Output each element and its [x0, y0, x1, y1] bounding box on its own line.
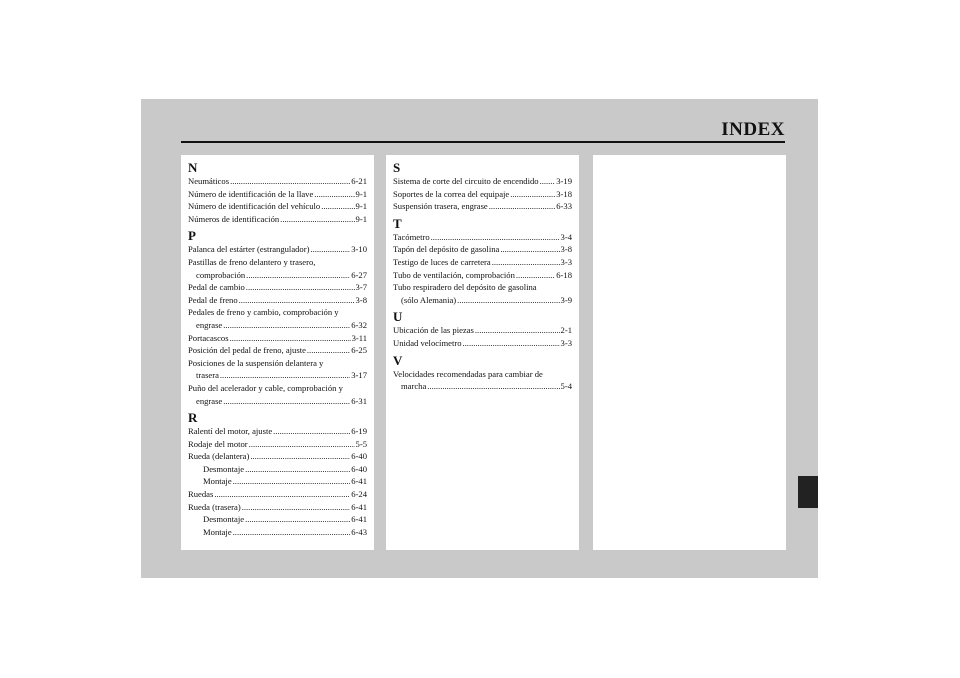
dot-leader	[431, 231, 560, 244]
index-entry-text: Sistema de corte del circuito de encendido	[393, 176, 539, 186]
index-column-2	[386, 155, 579, 550]
page-reference: 6-40	[351, 451, 367, 462]
page-reference: 3-17	[351, 370, 367, 381]
index-letter-heading: R	[188, 410, 198, 426]
index-entry-line	[188, 188, 367, 201]
page-reference: 6-43	[351, 526, 367, 537]
index-entry-line	[188, 269, 367, 282]
page-reference: 9-1	[355, 201, 367, 212]
index-entry-line	[393, 188, 572, 201]
page-reference: 5-5	[355, 438, 367, 449]
index-entry	[188, 526, 367, 539]
index-entry-text: Pedal de cambio	[188, 282, 245, 293]
index-entry-line	[188, 463, 367, 476]
dot-leader	[214, 488, 350, 501]
page-reference: 5-4	[560, 381, 572, 392]
page-reference: 3-10	[351, 244, 367, 255]
index-entry	[188, 382, 367, 407]
index-entry-text: marcha	[401, 381, 427, 392]
index-letter-heading: V	[393, 352, 403, 368]
index-entry-line	[188, 294, 367, 307]
index-letter-heading: U	[393, 309, 403, 325]
index-entry	[188, 256, 367, 281]
index-entry-text: Ubicación de las piezas	[393, 325, 474, 336]
index-entry-line	[188, 369, 367, 382]
dot-leader	[457, 294, 559, 307]
index-entry-text: Número de identificación de la llave	[188, 188, 314, 199]
index-entry-text: Montaje	[203, 476, 232, 487]
index-entry-line	[188, 200, 367, 213]
index-entry	[188, 332, 367, 345]
page-reference: 6-33	[556, 201, 572, 212]
dot-leader	[489, 200, 555, 213]
index-entry	[188, 175, 367, 188]
title-rule	[181, 141, 785, 143]
index-entry-text: Testigo de luces de carretera	[393, 256, 491, 267]
dot-leader	[427, 380, 559, 393]
dot-leader	[463, 337, 560, 350]
index-entry-line	[393, 337, 572, 350]
index-letter-heading: N	[188, 160, 198, 175]
index-entry	[393, 243, 572, 256]
index-letter-heading: T	[393, 215, 402, 231]
page-reference: 6-19	[351, 426, 367, 437]
dot-leader	[220, 369, 350, 382]
index-letter-heading: P	[188, 228, 196, 244]
dot-leader	[280, 213, 354, 226]
index-entry-text: Desmontaje	[203, 514, 245, 525]
index-entry-line	[188, 175, 367, 188]
dot-leader	[245, 513, 350, 526]
dot-leader	[250, 450, 350, 463]
index-entry-line	[188, 488, 367, 501]
index-entry	[393, 231, 572, 244]
index-entry-line	[393, 256, 572, 269]
index-entry	[188, 306, 367, 331]
index-entry	[188, 213, 367, 226]
dot-leader	[314, 188, 354, 201]
index-entry-text: Desmontaje	[203, 463, 245, 474]
index-entry-line	[393, 200, 572, 213]
dot-leader	[246, 269, 350, 282]
dot-leader	[492, 256, 560, 269]
dot-leader	[307, 344, 350, 357]
dot-leader	[242, 501, 351, 514]
dot-leader	[246, 281, 355, 294]
dot-leader	[310, 243, 350, 256]
dot-leader	[249, 438, 355, 451]
index-entry-line	[188, 281, 367, 294]
index-entry	[393, 256, 572, 269]
index-entry-line	[188, 475, 367, 488]
index-entry-text: (sólo Alemania)	[401, 294, 457, 305]
index-entry	[188, 281, 367, 294]
dot-leader	[233, 475, 351, 488]
page-reference: 3-3	[560, 337, 572, 348]
index-entry	[188, 450, 367, 463]
index-entry-text: Unidad velocímetro	[393, 337, 462, 348]
index-entry	[188, 188, 367, 201]
page-reference: 6-41	[351, 514, 367, 525]
page-reference: 6-31	[351, 395, 367, 406]
index-entry-line	[393, 324, 572, 337]
index-entry	[393, 200, 572, 213]
page-reference: 6-21	[351, 176, 367, 186]
page-reference: 6-25	[351, 345, 367, 356]
index-entry-text: Posiciones de la suspensión delantera y	[188, 357, 324, 368]
index-entry-line	[188, 213, 367, 226]
chapter-tab	[798, 476, 818, 508]
page-reference: 3-18	[556, 188, 572, 199]
index-entry	[188, 294, 367, 307]
page-reference: 6-32	[351, 319, 367, 330]
index-entry-line	[188, 501, 367, 514]
index-entry	[393, 188, 572, 201]
index-entry	[393, 337, 572, 350]
index-entry-text: Rodaje del motor	[188, 438, 248, 449]
index-entry-text: Rueda (trasera)	[188, 501, 241, 512]
page-reference: 6-24	[351, 489, 367, 500]
index-entry-text: engrase	[196, 395, 223, 406]
index-entry-line	[188, 513, 367, 526]
index-entry-line	[188, 332, 367, 345]
dot-leader	[230, 175, 350, 188]
index-entry-text: Tapón del depósito de gasolina	[393, 244, 500, 255]
dot-leader	[540, 175, 556, 188]
index-entry	[188, 200, 367, 213]
index-entry-line	[393, 269, 572, 282]
page-reference: 3-11	[351, 332, 367, 343]
page-reference: 6-41	[351, 501, 367, 512]
dot-leader	[223, 395, 350, 408]
page-reference: 6-18	[556, 269, 572, 280]
index-entry-text: Pedales de freno y cambio, comprobación y	[188, 307, 339, 318]
index-entry-line	[393, 380, 572, 393]
page-reference: 3-3	[560, 256, 572, 267]
index-entry-line	[393, 243, 572, 256]
index-entry-text: Ralentí del motor, ajuste	[188, 426, 273, 437]
index-entry-text: Palanca del estárter (estrangulador)	[188, 244, 310, 255]
index-entry	[188, 438, 367, 451]
index-entry	[393, 281, 572, 306]
dot-leader	[233, 526, 351, 539]
index-entry-text: Ruedas	[188, 489, 214, 500]
index-entry-text: Tubo respiradero del depósito de gasolina	[393, 282, 537, 293]
dot-leader	[475, 324, 560, 337]
dot-leader	[500, 243, 559, 256]
index-entry	[188, 344, 367, 357]
page-reference: 9-1	[355, 213, 367, 224]
index-entry-text: Tubo de ventilación, comprobación	[393, 269, 515, 280]
index-entry-text: Tacómetro	[393, 231, 430, 242]
dot-leader	[223, 319, 350, 332]
page-reference: 3-9	[560, 294, 572, 305]
dot-leader	[230, 332, 351, 345]
index-entry-text: comprobación	[196, 269, 246, 280]
dot-leader	[273, 425, 350, 438]
page-reference: 6-40	[351, 463, 367, 474]
index-entry-text: Neumáticos	[188, 176, 230, 186]
dot-leader	[239, 294, 355, 307]
page-reference: 3-8	[560, 244, 572, 255]
index-entry	[188, 513, 367, 526]
page-reference: 9-1	[355, 188, 367, 199]
index-entry-text: Suspensión trasera, engrase	[393, 201, 488, 212]
index-column-1	[181, 155, 374, 550]
index-entry	[188, 488, 367, 501]
index-entry	[188, 357, 367, 382]
page-reference: 2-1	[560, 325, 572, 336]
dot-leader	[245, 463, 350, 476]
index-entry-text: Posición del pedal de freno, ajuste	[188, 345, 306, 356]
dot-leader	[516, 269, 555, 282]
index-entry	[393, 324, 572, 337]
index-entry-line	[188, 344, 367, 357]
index-entry	[393, 175, 572, 188]
index-entry-line	[393, 294, 572, 307]
index-entry-text: Pastillas de freno delantero y trasero,	[188, 256, 316, 267]
index-entry-text: Portacascos	[188, 332, 229, 343]
index-entry-text: Velocidades recomendadas para cambiar de	[393, 368, 543, 379]
page-title: INDEX	[721, 119, 785, 140]
dot-leader	[321, 200, 354, 213]
index-entry-text: Números de identificación	[188, 213, 280, 224]
page-reference: 3-19	[556, 176, 572, 186]
index-entry	[393, 368, 572, 393]
index-column-3	[593, 155, 786, 550]
page-reference: 3-4	[560, 231, 572, 242]
page-reference: 3-7	[355, 282, 367, 293]
index-entry-line	[188, 243, 367, 256]
index-entry-text: Número de identificación del vehículo	[188, 201, 321, 212]
index-entry-text: engrase	[196, 319, 223, 330]
index-entry	[188, 463, 367, 476]
index-entry-line	[393, 175, 572, 188]
page-reference: 3-8	[355, 294, 367, 305]
index-entry-line	[188, 438, 367, 451]
index-entry-line	[393, 231, 572, 244]
index-entry	[188, 501, 367, 514]
index-entry-text: Soportes de la correa del equipaje	[393, 188, 510, 199]
dot-leader	[510, 188, 555, 201]
index-entry	[188, 475, 367, 488]
page-reference: 6-41	[351, 476, 367, 487]
index-entry-text: Rueda (delantera)	[188, 451, 250, 462]
index-entry-line	[188, 425, 367, 438]
index-entry-line	[188, 526, 367, 539]
index-entry-line	[188, 395, 367, 408]
index-entry-line	[188, 319, 367, 332]
index-entry	[188, 425, 367, 438]
page-reference: 6-27	[351, 269, 367, 280]
index-entry-text: Pedal de freno	[188, 294, 238, 305]
index-entry	[393, 269, 572, 282]
index-entry-line	[188, 450, 367, 463]
index-entry-text: trasera	[196, 370, 219, 381]
index-entry	[188, 243, 367, 256]
index-letter-heading: S	[393, 160, 401, 175]
index-entry-text: Puño del acelerador y cable, comprobación y	[188, 382, 343, 393]
manual-page	[141, 99, 818, 578]
index-entry-text: Montaje	[203, 526, 232, 537]
